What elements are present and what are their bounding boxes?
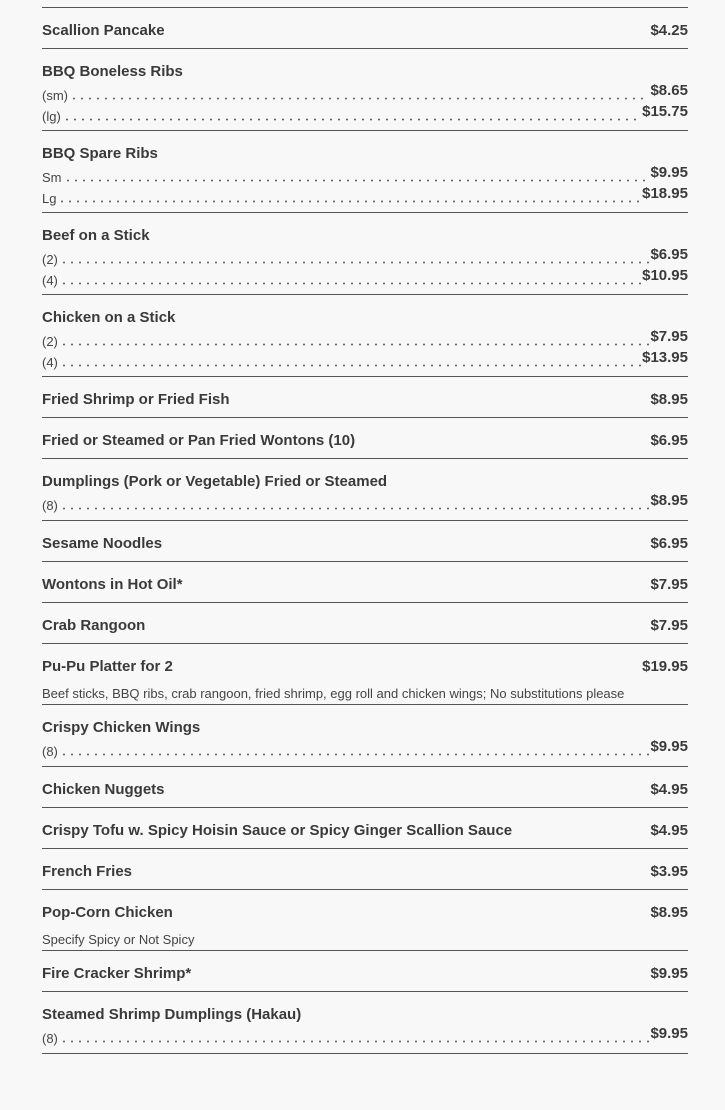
size-label: (8): [42, 744, 58, 759]
size-label: (sm): [42, 88, 68, 103]
item-name: Chicken Nuggets: [42, 781, 165, 798]
dot-leader: [60, 742, 650, 756]
size-price: $8.95: [650, 492, 688, 509]
size-price: $13.95: [642, 349, 688, 366]
size-label: (8): [42, 1031, 58, 1046]
dot-leader: [60, 1029, 650, 1043]
size-option-row[interactable]: [42, 164, 688, 185]
size-label: (2): [42, 334, 58, 349]
item-name: Beef on a Stick: [42, 227, 150, 244]
size-label: (4): [42, 273, 58, 288]
size-option-row[interactable]: [42, 185, 688, 206]
menu-item-beef-on-a-stick[interactable]: [42, 213, 688, 295]
menu-item-chicken-on-a-stick[interactable]: [42, 295, 688, 377]
size-price: $7.95: [650, 328, 688, 345]
dot-leader: [60, 271, 641, 285]
menu-item-crispy-chicken-wings[interactable]: [42, 705, 688, 767]
menu-item-bbq-spare-ribs[interactable]: [42, 131, 688, 213]
item-name: Wontons in Hot Oil*: [42, 576, 183, 593]
size-label: (lg): [42, 109, 61, 124]
item-price: $4.95: [650, 822, 688, 839]
dot-leader: [63, 107, 641, 121]
item-name: Scallion Pancake: [42, 22, 165, 39]
item-price: $7.95: [650, 576, 688, 593]
item-price: $8.95: [650, 391, 688, 408]
size-option-row[interactable]: [42, 103, 688, 124]
menu-item-fire-cracker-shrimp[interactable]: [42, 951, 688, 992]
size-label: (2): [42, 252, 58, 267]
size-option-row[interactable]: [42, 267, 688, 288]
item-name: BBQ Boneless Ribs: [42, 63, 183, 80]
item-name: Chicken on a Stick: [42, 309, 176, 326]
dot-leader: [64, 168, 650, 182]
item-name: Pu-Pu Platter for 2: [42, 658, 173, 675]
menu-item-pu-pu-platter-for-2[interactable]: [42, 644, 688, 705]
item-price: $8.95: [650, 904, 688, 921]
size-option-row[interactable]: [42, 492, 688, 513]
dot-leader: [70, 86, 649, 100]
size-option-row[interactable]: [42, 246, 688, 267]
item-price: $6.95: [650, 432, 688, 449]
menu-item-dumplings-pork-or-vegetable-fried-or-steamed[interactable]: [42, 459, 688, 521]
size-label: (8): [42, 498, 58, 513]
item-name: Fried or Steamed or Pan Fried Wontons (10): [42, 432, 356, 449]
dot-leader: [60, 496, 650, 510]
menu-item-crab-rangoon[interactable]: [42, 603, 688, 644]
size-option-row[interactable]: [42, 738, 688, 759]
size-price: $9.95: [650, 164, 688, 181]
item-name: Fried Shrimp or Fried Fish: [42, 391, 230, 408]
item-name: French Fries: [42, 863, 133, 880]
menu-item-steamed-shrimp-dumplings-hakau[interactable]: [42, 992, 688, 1054]
menu-item-fried-or-steamed-or-pan-fried-wontons-10[interactable]: [42, 418, 688, 459]
item-name: Sesame Noodles: [42, 535, 163, 552]
size-price: $15.75: [642, 103, 688, 120]
item-description: Specify Spicy or Not Spicy: [42, 932, 195, 947]
item-price: $7.95: [650, 617, 688, 634]
item-price: $19.95: [642, 658, 688, 675]
size-option-row[interactable]: [42, 349, 688, 370]
size-price: $6.95: [650, 246, 688, 263]
menu-item-french-fries[interactable]: [42, 849, 688, 890]
size-option-row[interactable]: [42, 1025, 688, 1046]
menu-item-bbq-boneless-ribs[interactable]: [42, 49, 688, 131]
item-price: $4.95: [650, 781, 688, 798]
item-price: $9.95: [650, 965, 688, 982]
item-name: Crispy Chicken Wings: [42, 719, 201, 736]
dot-leader: [60, 353, 641, 367]
item-name: Dumplings (Pork or Vegetable) Fried or Steamed: [42, 473, 388, 490]
item-name: Fire Cracker Shrimp*: [42, 965, 192, 982]
menu-item-pop-corn-chicken[interactable]: [42, 890, 688, 951]
dot-leader: [60, 250, 650, 264]
menu-item-chicken-nuggets[interactable]: [42, 767, 688, 808]
item-price: $3.95: [650, 863, 688, 880]
item-price: $4.25: [650, 22, 688, 39]
size-label: (4): [42, 355, 58, 370]
size-option-row[interactable]: [42, 82, 688, 103]
menu-item-sesame-noodles[interactable]: [42, 521, 688, 562]
size-price: $18.95: [642, 185, 688, 202]
menu-item-wontons-in-hot-oil[interactable]: [42, 562, 688, 603]
dot-leader: [58, 189, 641, 203]
item-name: Crispy Tofu w. Spicy Hoisin Sauce or Spicy Ginger Scallion Sauce: [42, 822, 513, 839]
item-name: Pop-Corn Chicken: [42, 904, 173, 921]
dot-leader: [60, 332, 650, 346]
menu-item-crispy-tofu-w-spicy-hoisin-sauce-or-spicy-ginger-scallion-sauce[interactable]: [42, 808, 688, 849]
item-name: Steamed Shrimp Dumplings (Hakau): [42, 1006, 302, 1023]
menu-item-scallion-pancake[interactable]: [42, 8, 688, 49]
item-description: Beef sticks, BBQ ribs, crab rangoon, fried shrimp, egg roll and chicken wings; No substitutions please: [42, 686, 625, 701]
size-price: $9.95: [650, 738, 688, 755]
item-price: $6.95: [650, 535, 688, 552]
size-price: $10.95: [642, 267, 688, 284]
size-label: Sm: [42, 170, 62, 185]
size-label: Lg: [42, 191, 57, 206]
size-price: $8.65: [650, 82, 688, 99]
item-name: Crab Rangoon: [42, 617, 146, 634]
menu-item-fried-shrimp-or-fried-fish[interactable]: [42, 377, 688, 418]
size-price: $9.95: [650, 1025, 688, 1042]
size-option-row[interactable]: [42, 328, 688, 349]
item-name: BBQ Spare Ribs: [42, 145, 158, 162]
